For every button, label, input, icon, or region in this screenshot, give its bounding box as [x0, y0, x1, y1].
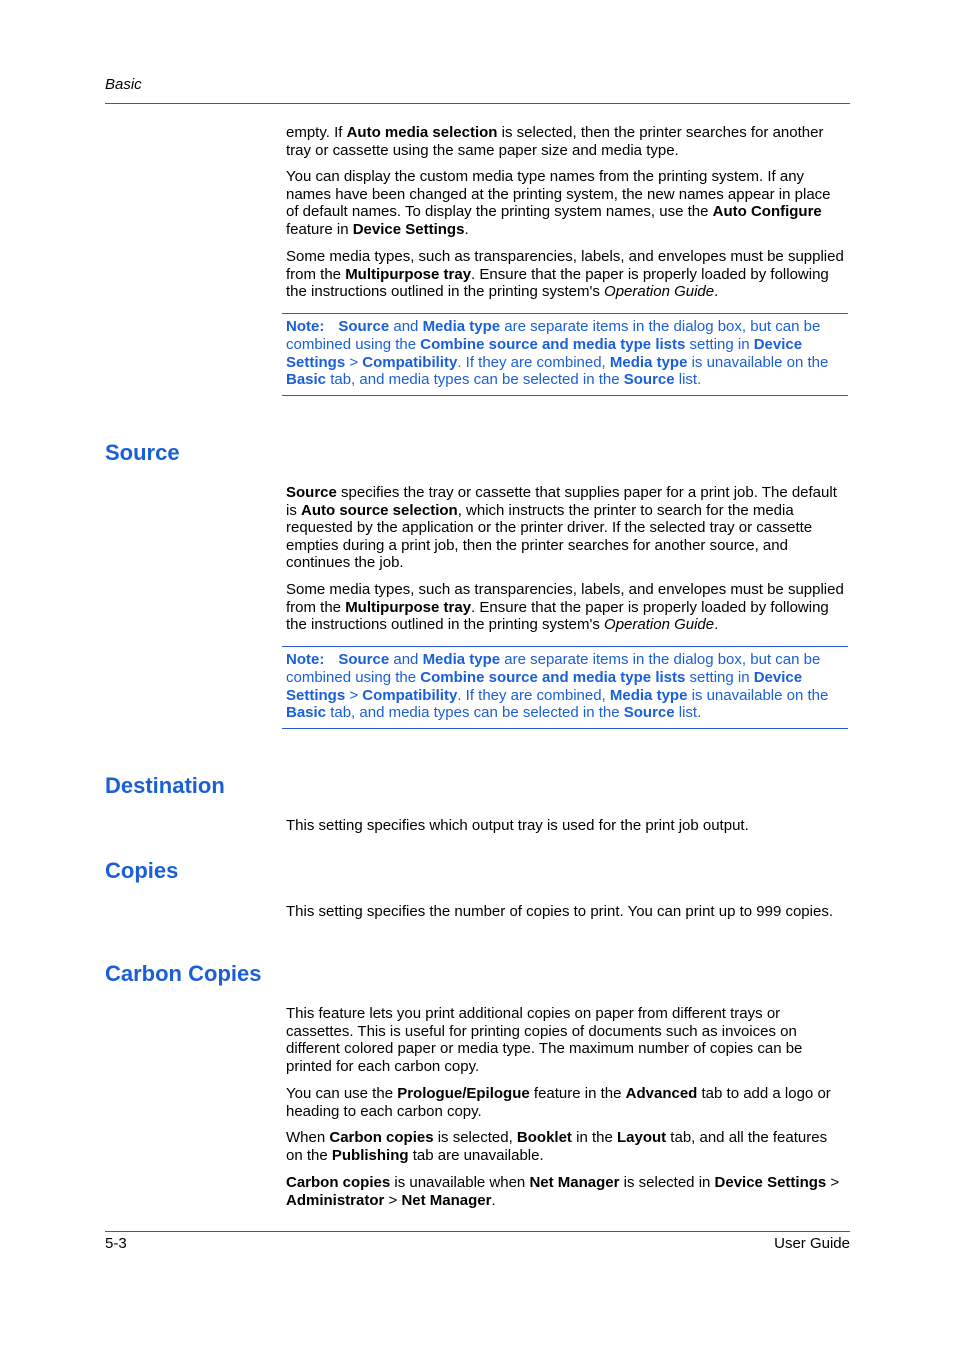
carbon-copies-heading: Carbon Copies [105, 961, 262, 986]
intro-paragraph-2: You can display the custom media type names from the printing system. If any names have been changed at the printing system, the new names appear in place of default names. To display the printing system names, use the Auto Configure feature in Device Settings. [286, 168, 831, 238]
header-rule [105, 103, 850, 104]
intro-paragraph-3: Some media types, such as transparencies, labels, and envelopes must be supplied from the Multipurpose tray. Ensure that the paper is properly loaded by following the instructions outlined in the printing system's Operation Guide. [286, 248, 844, 301]
copies-paragraph: This setting specifies the number of copies to print. You can print up to 999 copies. [286, 903, 833, 920]
carbon-paragraph-2: You can use the Prologue/Epilogue feature in the Advanced tab to add a logo or heading to each carbon copy. [286, 1085, 831, 1120]
intro-note: Note: Source and Media type are separate items in the dialog box, but can be combined using the Combine source and media type lists setting in Device Settings > Compatibility. If they are combined, Media type is unavailable on the Basic tab, and media types can be selected in the Source list. [282, 313, 848, 396]
page-number: 5-3 [105, 1235, 127, 1252]
source-heading: Source [105, 440, 180, 465]
carbon-paragraph-4: Carbon copies is unavailable when Net Manager is selected in Device Settings > Administrator > Net Manager. [286, 1174, 840, 1209]
destination-heading: Destination [105, 773, 225, 798]
intro-paragraph-1: empty. If Auto media selection is selected, then the printer searches for another tray or cassette using the same paper size and media type. [286, 124, 824, 159]
carbon-paragraph-1: This feature lets you print additional copies on paper from different trays or cassettes. This is useful for printing copies of documents such as invoices on different colored paper or media type. The maximum number of copies can be printed for each carbon copy. [286, 1005, 803, 1075]
source-paragraph-2: Some media types, such as transparencies, labels, and envelopes must be supplied from the Multipurpose tray. Ensure that the paper is properly loaded by following the instructions outlined in the printing system's Operation Guide. [286, 581, 844, 634]
carbon-paragraph-3: When Carbon copies is selected, Booklet in the Layout tab, and all the features on the Publishing tab are unavailable. [286, 1129, 828, 1164]
footer-rule [105, 1231, 850, 1232]
copies-heading: Copies [105, 858, 179, 883]
document-title: User Guide [774, 1235, 850, 1252]
source-note: Note: Source and Media type are separate items in the dialog box, but can be combined using the Combine source and media type lists setting in Device Settings > Compatibility. If they are combined, Media type is unavailable on the Basic tab, and media types can be selected in the Source list. [282, 646, 848, 729]
running-header: Basic [105, 76, 142, 93]
destination-paragraph: This setting specifies which output tray is used for the print job output. [286, 817, 749, 834]
source-paragraph-1: Source specifies the tray or cassette that supplies paper for a print job. The default is Auto source selection, which instructs the printer to search for the media requested by the application or the printer driver. If the selected tray or cassette empties during a print job, then the printer searches for another source, and continues the job. [286, 484, 837, 572]
